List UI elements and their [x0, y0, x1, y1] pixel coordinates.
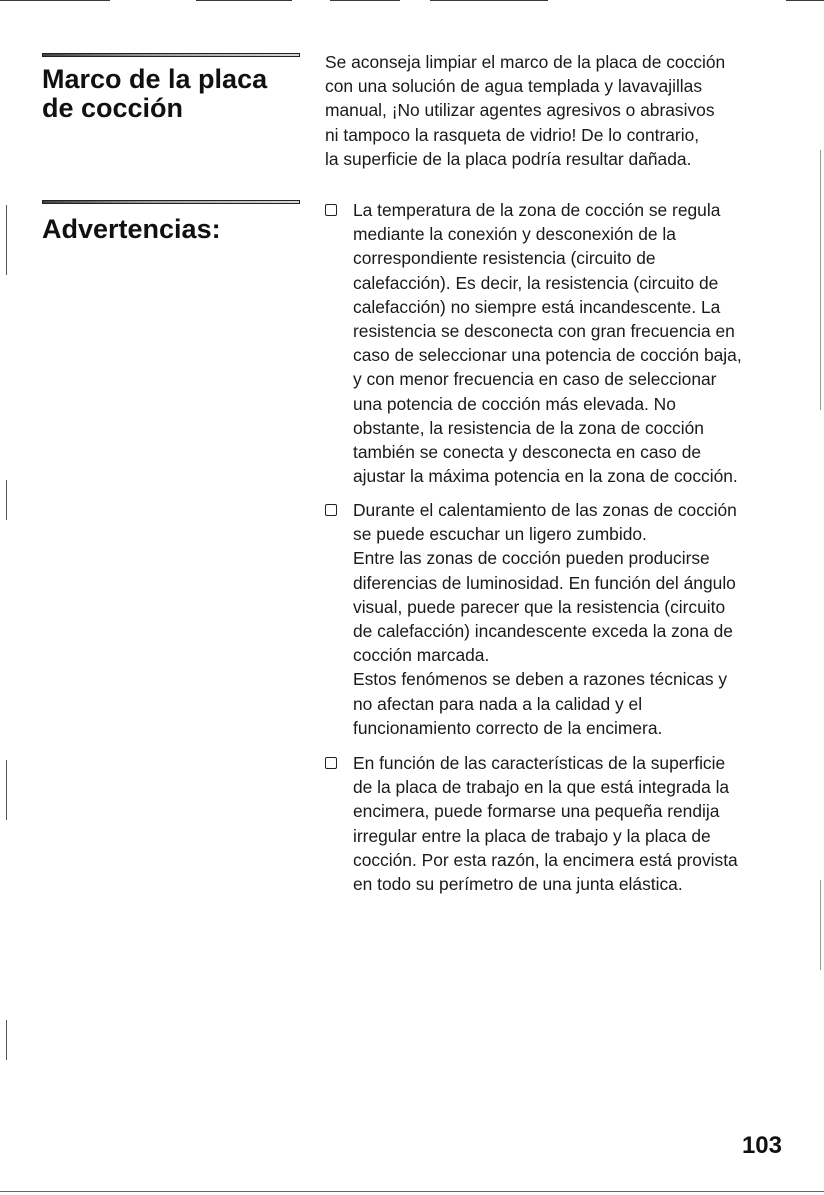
warning-item-text: Durante el calentamiento de las zonas de cocción se puede escuchar un ligero zumbido. Entre las zonas de cocción pueden producirse diferencias de luminosidad. En función del ángulo visual, puede parecer que la resistencia (circuito de calefacción) incandescente exceda la zona de cocción marcada. Estos fenómenos se deben a razones técnicas y no afectan para nada a la calidad y el funcionamiento correcto de la encimera.	[353, 500, 737, 738]
top-scan-line-4	[430, 0, 548, 1]
warning-item-text: La temperatura de la zona de cocción se regula mediante la conexión y desconexión de la correspondiente resistencia (circuito de calefacción). Es decir, la resistencia (circuito de calefacción) no siempre está incandescente. La resistencia se desconecta con gran frecuencia en caso de seleccionar una potencia de cocción baja, y con menor frecuencia en caso de seleccionar una potencia de cocción más elevada. No obstante, la resistencia de la zona de cocción también se conecta y desconecta en caso de ajustar la máxima potencia en la zona de cocción.	[353, 200, 742, 487]
section-rule-advertencias	[42, 200, 300, 204]
warning-item-text: En función de las características de la superficie de la placa de trabajo en la que está integrada la encimera, puede formarse una pequeña rendija irregular entre la placa de trabajo y la placa de cocción. Por esta razón, la encimera está provista en todo su perímetro de una junta elástica.	[353, 753, 738, 895]
warning-item	[325, 198, 790, 488]
warning-item	[325, 498, 790, 740]
right-edge-mark-2	[820, 880, 821, 970]
section-body-marco: Se aconseja limpiar el marco de la placa de cocción con una solución de agua templada y lavavajillas manual, ¡No utilizar agentes agresivos o abrasivos ni tampoco la rasqueta de vidrio! De lo contrario, la superficie de la placa podría resultar dañada.	[325, 52, 726, 169]
left-edge-mark-3	[6, 760, 7, 820]
checkbox-bullet-icon	[325, 757, 337, 769]
section-rule-marco	[42, 53, 300, 57]
right-edge-mark-1	[820, 150, 821, 410]
top-scan-line-5	[786, 0, 824, 1]
left-edge-mark-1	[6, 205, 7, 275]
bottom-scan-line-1	[0, 1191, 824, 1192]
left-edge-mark-4	[6, 1020, 7, 1060]
page-number: 103	[741, 1132, 782, 1159]
top-scan-line-2	[196, 0, 292, 1]
section-heading-advertencias: Advertencias:	[42, 214, 221, 244]
section-heading-marco: Marco de la placa de cocción	[42, 64, 268, 123]
checkbox-bullet-icon	[325, 204, 337, 216]
checkbox-bullet-icon	[325, 504, 337, 516]
warning-item	[325, 751, 790, 896]
top-scan-line-1	[0, 0, 110, 1]
top-scan-line-3	[330, 0, 400, 1]
left-edge-mark-2	[6, 480, 7, 520]
